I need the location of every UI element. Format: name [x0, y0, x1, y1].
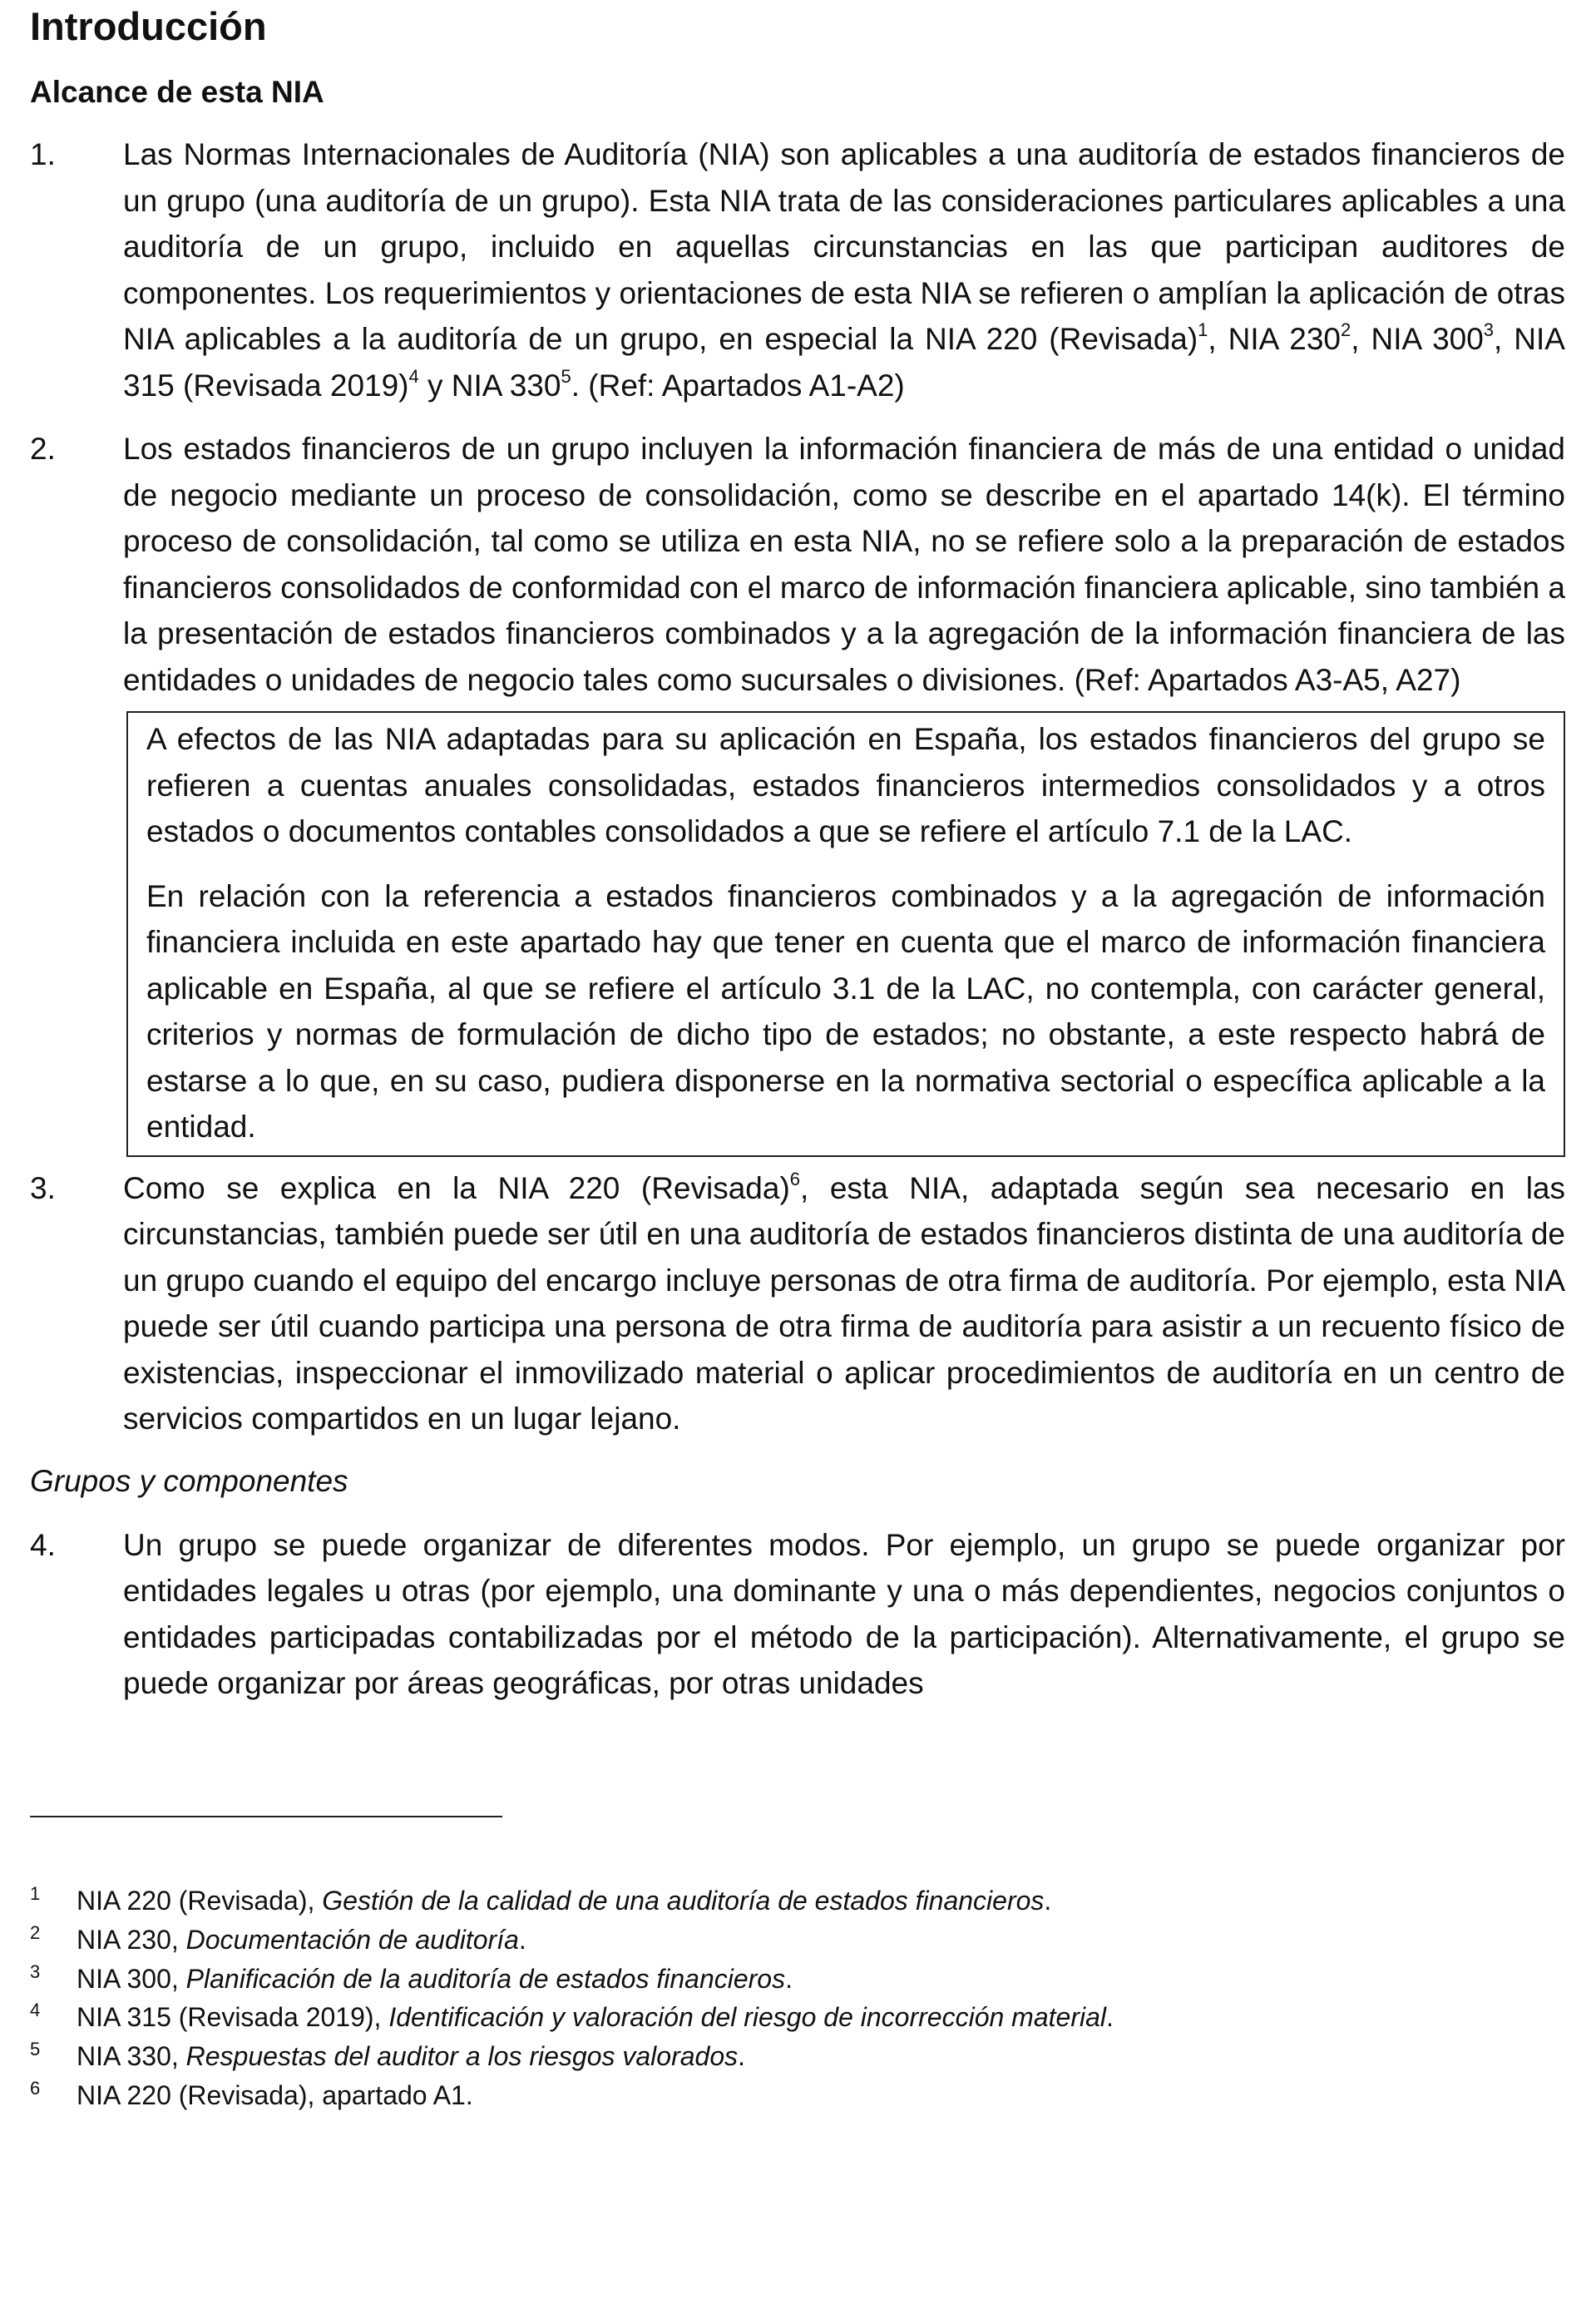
footnote-text [77, 1881, 1565, 1921]
paragraph-number: 2. [30, 432, 56, 466]
paragraph-text-part: , NIA 300 [1351, 322, 1484, 356]
paragraph-text-part: y NIA 330 [418, 368, 561, 403]
footnote [30, 2076, 1565, 2115]
footnote-ref: 3 [1483, 319, 1495, 340]
footnote-prefix: NIA 230, [77, 1924, 186, 1955]
paragraph-text-part: , NIA 230 [1208, 322, 1341, 356]
footnote-ref: 1 [1198, 319, 1208, 340]
footnote [30, 1960, 1565, 1999]
footnote-text [77, 1998, 1565, 2037]
footnote-prefix: NIA 220 (Revisada), [77, 1886, 323, 1916]
footnote-suffix: . [785, 1963, 793, 1994]
footnote-number: 6 [30, 2077, 41, 2099]
footnote-text [77, 2076, 1565, 2115]
paragraph-text-part: . (Ref: Apartados A1-A2) [571, 368, 905, 403]
footnote [30, 1998, 1565, 2037]
paragraph-text-part: Como se explica en la NIA 220 (Revisada) [123, 1170, 790, 1205]
paragraph-number: 3. [30, 1170, 56, 1205]
paragraph-1 [30, 131, 1565, 408]
paragraph-2 [30, 426, 1565, 703]
footnote-text [77, 2037, 1565, 2076]
footnotes [30, 1881, 1565, 2115]
footnote-text [77, 1921, 1565, 1960]
footnote-title: Identificación y valoración del riesgo de incorrección material [388, 2002, 1106, 2033]
footnote-ref: 2 [1340, 319, 1351, 340]
paragraph-number: 1. [30, 137, 56, 171]
footnote-title: Respuestas del auditor a los riesgos valorados [185, 2041, 739, 2072]
page-title: Introducción [30, 4, 267, 48]
footnote [30, 2037, 1565, 2076]
paragraph-text: Un grupo se puede organizar de diferentes modos. Por ejemplo, un grupo se puede organizar por entidades legales u otras (por ejemplo, una dominante y una o más dependientes, negocios conjuntos o entidades participadas contabilizadas por el método de la participación). Alternativamente, el grupo se puede organizar por áreas geográficas, por otras unidades [123, 1527, 1565, 1700]
section-heading-groups: Grupos y componentes [30, 1463, 348, 1498]
footnote-separator [30, 1816, 502, 1817]
footnote-title: Planificación de la auditoría de estados financieros [185, 1963, 786, 1994]
paragraph-text-part: , NIA 315 (Revisada 2019) [123, 322, 1565, 403]
footnote-prefix: NIA 330, [77, 2041, 186, 2072]
box-paragraph-2: En relación con la referencia a estados financieros combinados y a la agregación de información financiera incluida en este apartado hay que tener en cuenta que el marco de información financiera aplicable en España, al que se refiere el artículo 3.1 de la LAC, no contempla, con carácter general, criterios y normas de formulación de dicho tipo de estados; no obstante, a este respecto habrá de estarse a lo que, en su caso, pudiera disponerse en la normativa sectorial o específica aplicable a la entidad. [146, 878, 1545, 1144]
paragraph-text: Los estados financieros de un grupo incluyen la información financiera de más de una entidad o unidad de negocio mediante un proceso de consolidación, como se describe en el apartado 14(k). El término proceso de consolidación, tal como se utiliza en esta NIA, no se refiere solo a la preparación de estados financieros consolidados de conformidad con el marco de información financiera aplicable, sino también a la presentación de estados financieros combinados y a la agregación de la información financiera de las entidades o unidades de negocio tales como sucursales o divisiones. (Ref: Apartados A3-A5, A27) [123, 432, 1565, 697]
footnote-ref: 6 [789, 1168, 801, 1189]
footnote-prefix: NIA 315 (Revisada 2019), [77, 2002, 389, 2033]
box-paragraph-1: A efectos de las NIA adaptadas para su aplicación en España, los estados financieros del grupo se refieren a cuentas anuales consolidadas, estados financieros intermedios consolidados y a otros estados o documentos contables consolidados a que se refiere el artículo 7.1 de la LAC. [146, 722, 1545, 848]
document-page [30, 0, 1565, 1707]
footnote-ref: 5 [561, 365, 571, 387]
paragraph-3 [30, 1165, 1565, 1442]
footnote-text [77, 1960, 1565, 1999]
paragraph-number: 4. [30, 1527, 56, 1562]
footnote-number: 2 [30, 1921, 41, 1943]
footnote-suffix: . [1105, 2002, 1114, 2033]
footnote-ref: 4 [408, 365, 419, 387]
footnote-suffix: . [518, 1924, 526, 1955]
footnote-prefix: NIA 220 (Revisada), apartado A1. [77, 2079, 473, 2110]
paragraph-text-part: , esta NIA, adaptada según sea necesario en las circunstancias, también puede ser útil en una auditoría de estados financieros distinta de una auditoría de un grupo cuando el equipo del encargo incluye personas de otra firma de auditoría. Por ejemplo, esta NIA puede ser útil cuando participa una persona de otra firma de auditoría para asistir a un recuento físico de existencias, inspeccionar el inmovilizado material o aplicar procedimientos de auditoría en un centro de servicios compartidos en un lugar lejano. [123, 1170, 1565, 1436]
footnote-number: 4 [30, 2000, 41, 2021]
paragraph-text [123, 1165, 1565, 1442]
footnote-title: Documentación de auditoría [185, 1924, 519, 1955]
footnote-title: Gestión de la calidad de una auditoría de estados financieros [322, 1886, 1045, 1916]
footnote-suffix: . [738, 2041, 746, 2072]
footnote [30, 1921, 1565, 1960]
footnote-number: 3 [30, 1960, 41, 1982]
section-subheading: Alcance de esta NIA [30, 75, 324, 109]
footnote-prefix: NIA 300, [77, 1963, 186, 1994]
spain-adaptation-box [126, 711, 1565, 1157]
paragraph-text [123, 131, 1565, 408]
footnote [30, 1881, 1565, 1921]
footnote-number: 1 [30, 1883, 41, 1904]
paragraph-text-part: Las Normas Internacionales de Auditoría (NIA) son aplicables a una auditoría de estados financieros de un grupo (una auditoría de un grupo). Esta NIA trata de las consideraciones particulares aplicables a una auditoría de un grupo, incluido en aquellas circunstancias en las que participan auditores de componentes. Los requerimientos y orientaciones de esta NIA se refieren o amplían la aplicación de otras NIA aplicables a la auditoría de un grupo, en especial la NIA 220 (Revisada) [123, 137, 1565, 356]
footnote-suffix: . [1044, 1886, 1052, 1916]
paragraph-4 [30, 1522, 1565, 1707]
footnote-number: 5 [30, 2039, 41, 2060]
